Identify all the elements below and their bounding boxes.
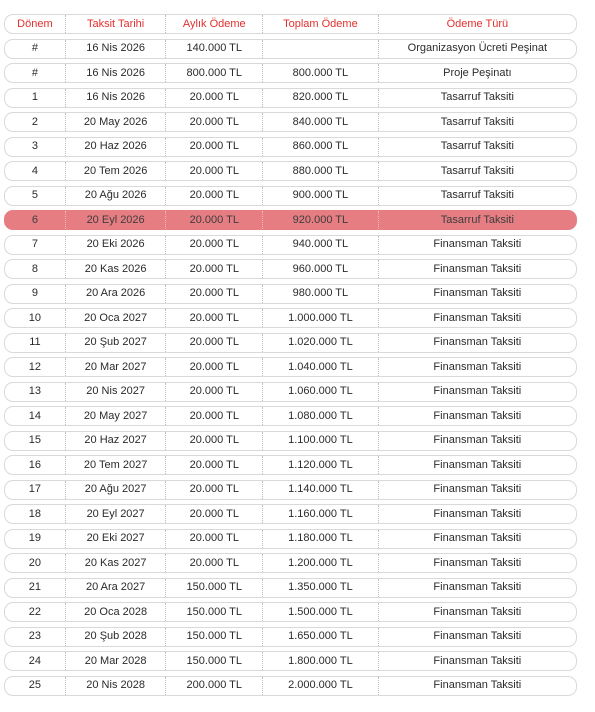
cell-monthly-payment: 20.000 TL (166, 456, 263, 474)
cell-period: 9 (5, 285, 66, 303)
cell-payment-type: Finansman Taksiti (433, 262, 522, 275)
cell-total-payment: 980.000 TL (263, 285, 379, 303)
table-row (4, 284, 577, 304)
table-row (4, 88, 577, 108)
cell-date: 20 Ağu 2026 (66, 187, 167, 205)
header-aylik-odeme: Aylık Ödeme (166, 15, 263, 33)
cell-total-payment: 1.060.000 TL (263, 383, 379, 401)
cell-period: 16 (5, 456, 66, 474)
cell-payment-type: Finansman Taksiti (433, 458, 522, 471)
cell-payment-type: Finansman Taksiti (433, 434, 522, 446)
cell-total-payment: 1.140.000 TL (263, 481, 379, 499)
cell-payment-type: Tasarruf Taksiti (440, 91, 514, 103)
table-row (4, 406, 577, 426)
table-row (4, 504, 577, 524)
cell-date: 20 Mar 2027 (66, 358, 167, 376)
cell-payment-type: Finansman Taksiti (433, 360, 522, 373)
cell-total-payment: 800.000 TL (263, 64, 379, 82)
cell-period: # (5, 40, 66, 58)
cell-monthly-payment: 20.000 TL (166, 89, 263, 107)
cell-total-payment: 1.160.000 TL (263, 505, 379, 523)
cell-payment-type: Finansman Taksiti (433, 287, 522, 299)
cell-total-payment: 860.000 TL (263, 138, 379, 156)
table-row (4, 627, 577, 647)
cell-period: 1 (5, 89, 66, 107)
cell-date: 20 Eki 2026 (66, 236, 167, 254)
cell-period: 19 (5, 530, 66, 548)
cell-monthly-payment: 20.000 TL (166, 530, 263, 548)
cell-monthly-payment: 150.000 TL (166, 579, 263, 597)
table-row (4, 431, 577, 451)
cell-date: 20 Şub 2027 (66, 334, 167, 352)
table-row (4, 63, 577, 83)
cell-payment-type: Finansman Taksiti (433, 409, 522, 422)
cell-payment-type: Finansman Taksiti (433, 336, 522, 348)
cell-date: 20 Nis 2027 (66, 383, 167, 401)
cell-monthly-payment: 800.000 TL (166, 64, 263, 82)
cell-date: 20 Oca 2028 (66, 603, 167, 621)
cell-period: 20 (5, 554, 66, 572)
cell-period: 10 (5, 309, 66, 327)
cell-date: 20 Tem 2027 (66, 456, 167, 474)
cell-period: 8 (5, 260, 66, 278)
table-row (4, 137, 577, 157)
cell-period: 6 (5, 211, 66, 229)
cell-payment-type: Finansman Taksiti (433, 532, 522, 544)
cell-monthly-payment: 20.000 TL (166, 187, 263, 205)
cell-payment-type: Finansman Taksiti (433, 385, 522, 397)
cell-monthly-payment: 150.000 TL (166, 652, 263, 670)
cell-monthly-payment: 20.000 TL (166, 309, 263, 327)
cell-period: 24 (5, 652, 66, 670)
cell-total-payment: 960.000 TL (263, 260, 379, 278)
header-taksit-tarihi: Taksit Tarihi (66, 15, 167, 33)
cell-date: 16 Nis 2026 (66, 89, 167, 107)
cell-payment-type: Finansman Taksiti (433, 311, 522, 324)
table-row (4, 676, 577, 696)
cell-total-payment: 1.350.000 TL (263, 579, 379, 597)
cell-date: 20 Şub 2028 (66, 628, 167, 646)
cell-total-payment: 1.200.000 TL (263, 554, 379, 572)
cell-monthly-payment: 20.000 TL (166, 554, 263, 572)
table-row (4, 112, 577, 132)
table-row (4, 39, 577, 59)
cell-period: 17 (5, 481, 66, 499)
table-row (4, 602, 577, 622)
cell-payment-type: Tasarruf Taksiti (440, 164, 514, 177)
cell-total-payment: 840.000 TL (263, 113, 379, 131)
cell-total-payment: 940.000 TL (263, 236, 379, 254)
cell-monthly-payment: 20.000 TL (166, 358, 263, 376)
cell-period: # (5, 64, 66, 82)
cell-monthly-payment: 20.000 TL (166, 211, 263, 229)
cell-payment-type: Tasarruf Taksiti (440, 213, 514, 226)
cell-monthly-payment: 150.000 TL (166, 628, 263, 646)
header-donem: Dönem (5, 15, 66, 33)
cell-monthly-payment: 20.000 TL (166, 334, 263, 352)
cell-total-payment: 820.000 TL (263, 89, 379, 107)
cell-period: 15 (5, 432, 66, 450)
cell-period: 13 (5, 383, 66, 401)
cell-monthly-payment: 20.000 TL (166, 285, 263, 303)
cell-payment-type: Finansman Taksiti (433, 679, 522, 691)
table-row (4, 186, 577, 206)
table-row-highlighted (4, 210, 577, 230)
cell-payment-type: Proje Peşinatı (443, 66, 512, 79)
cell-period: 25 (5, 677, 66, 695)
cell-date: 20 Eki 2027 (66, 530, 167, 548)
table-row (4, 333, 577, 353)
cell-date: 20 Ara 2026 (66, 285, 167, 303)
cell-payment-type: Tasarruf Taksiti (440, 115, 514, 128)
cell-period: 4 (5, 162, 66, 180)
cell-period: 5 (5, 187, 66, 205)
cell-monthly-payment: 140.000 TL (166, 40, 263, 58)
cell-period: 21 (5, 579, 66, 597)
cell-period: 12 (5, 358, 66, 376)
cell-monthly-payment: 20.000 TL (166, 383, 263, 401)
cell-date: 20 Kas 2026 (66, 260, 167, 278)
cell-payment-type: Finansman Taksiti (433, 654, 522, 667)
cell-total-payment: 1.020.000 TL (263, 334, 379, 352)
cell-monthly-payment: 200.000 TL (166, 677, 263, 695)
cell-date: 16 Nis 2026 (66, 64, 167, 82)
table-row (4, 480, 577, 500)
cell-total-payment: 1.500.000 TL (263, 603, 379, 621)
cell-period: 2 (5, 113, 66, 131)
cell-payment-type: Finansman Taksiti (433, 581, 522, 593)
cell-date: 20 Ağu 2027 (66, 481, 167, 499)
cell-payment-type: Finansman Taksiti (433, 630, 522, 642)
table-row (4, 529, 577, 549)
cell-payment-type: Organizasyon Ücreti Peşinat (407, 42, 548, 54)
table-row (4, 382, 577, 402)
cell-date: 20 Oca 2027 (66, 309, 167, 327)
cell-monthly-payment: 20.000 TL (166, 260, 263, 278)
cell-total-payment: 1.000.000 TL (263, 309, 379, 327)
cell-date: 20 May 2027 (66, 407, 167, 425)
cell-monthly-payment: 20.000 TL (166, 505, 263, 523)
cell-period: 7 (5, 236, 66, 254)
payment-schedule-table (4, 14, 577, 700)
cell-date: 16 Nis 2026 (66, 40, 167, 58)
cell-monthly-payment: 150.000 TL (166, 603, 263, 621)
cell-monthly-payment: 20.000 TL (166, 481, 263, 499)
cell-total-payment: 1.650.000 TL (263, 628, 379, 646)
table-row (4, 455, 577, 475)
cell-monthly-payment: 20.000 TL (166, 113, 263, 131)
cell-date: 20 Mar 2028 (66, 652, 167, 670)
cell-period: 22 (5, 603, 66, 621)
cell-date: 20 Tem 2026 (66, 162, 167, 180)
cell-payment-type: Finansman Taksiti (433, 483, 522, 495)
cell-period: 18 (5, 505, 66, 523)
table-body (4, 39, 577, 696)
header-odeme-turu: Ödeme Türü (446, 17, 509, 30)
cell-period: 3 (5, 138, 66, 156)
cell-total-payment: 1.100.000 TL (263, 432, 379, 450)
cell-date: 20 Haz 2027 (66, 432, 167, 450)
table-row (4, 651, 577, 671)
cell-date: 20 Eyl 2026 (66, 211, 167, 229)
cell-total-payment: 1.120.000 TL (263, 456, 379, 474)
cell-total-payment: 920.000 TL (263, 211, 379, 229)
cell-date: 20 Nis 2028 (66, 677, 167, 695)
table-row (4, 553, 577, 573)
table-header-row (4, 14, 577, 34)
cell-date: 20 Kas 2027 (66, 554, 167, 572)
table-row (4, 308, 577, 328)
cell-monthly-payment: 20.000 TL (166, 236, 263, 254)
header-toplam-odeme: Toplam Ödeme (263, 15, 379, 33)
cell-total-payment: 1.180.000 TL (263, 530, 379, 548)
cell-total-payment: 1.800.000 TL (263, 652, 379, 670)
cell-monthly-payment: 20.000 TL (166, 162, 263, 180)
cell-monthly-payment: 20.000 TL (166, 138, 263, 156)
cell-payment-type: Finansman Taksiti (433, 556, 522, 569)
cell-period: 23 (5, 628, 66, 646)
cell-date: 20 Eyl 2027 (66, 505, 167, 523)
table-row (4, 259, 577, 279)
cell-date: 20 Haz 2026 (66, 138, 167, 156)
cell-payment-type: Finansman Taksiti (433, 238, 522, 250)
cell-total-payment: 2.000.000 TL (263, 677, 379, 695)
table-row (4, 161, 577, 181)
table-row (4, 235, 577, 255)
cell-monthly-payment: 20.000 TL (166, 432, 263, 450)
cell-total-payment (263, 40, 379, 58)
table-row (4, 578, 577, 598)
cell-date: 20 Ara 2027 (66, 579, 167, 597)
cell-payment-type: Finansman Taksiti (433, 507, 522, 520)
cell-period: 14 (5, 407, 66, 425)
cell-period: 11 (5, 334, 66, 352)
cell-total-payment: 880.000 TL (263, 162, 379, 180)
cell-total-payment: 1.040.000 TL (263, 358, 379, 376)
cell-payment-type: Finansman Taksiti (433, 605, 522, 618)
cell-date: 20 May 2026 (66, 113, 167, 131)
cell-total-payment: 900.000 TL (263, 187, 379, 205)
cell-monthly-payment: 20.000 TL (166, 407, 263, 425)
cell-payment-type: Tasarruf Taksiti (440, 189, 514, 201)
cell-total-payment: 1.080.000 TL (263, 407, 379, 425)
cell-payment-type: Tasarruf Taksiti (440, 140, 514, 152)
table-row (4, 357, 577, 377)
